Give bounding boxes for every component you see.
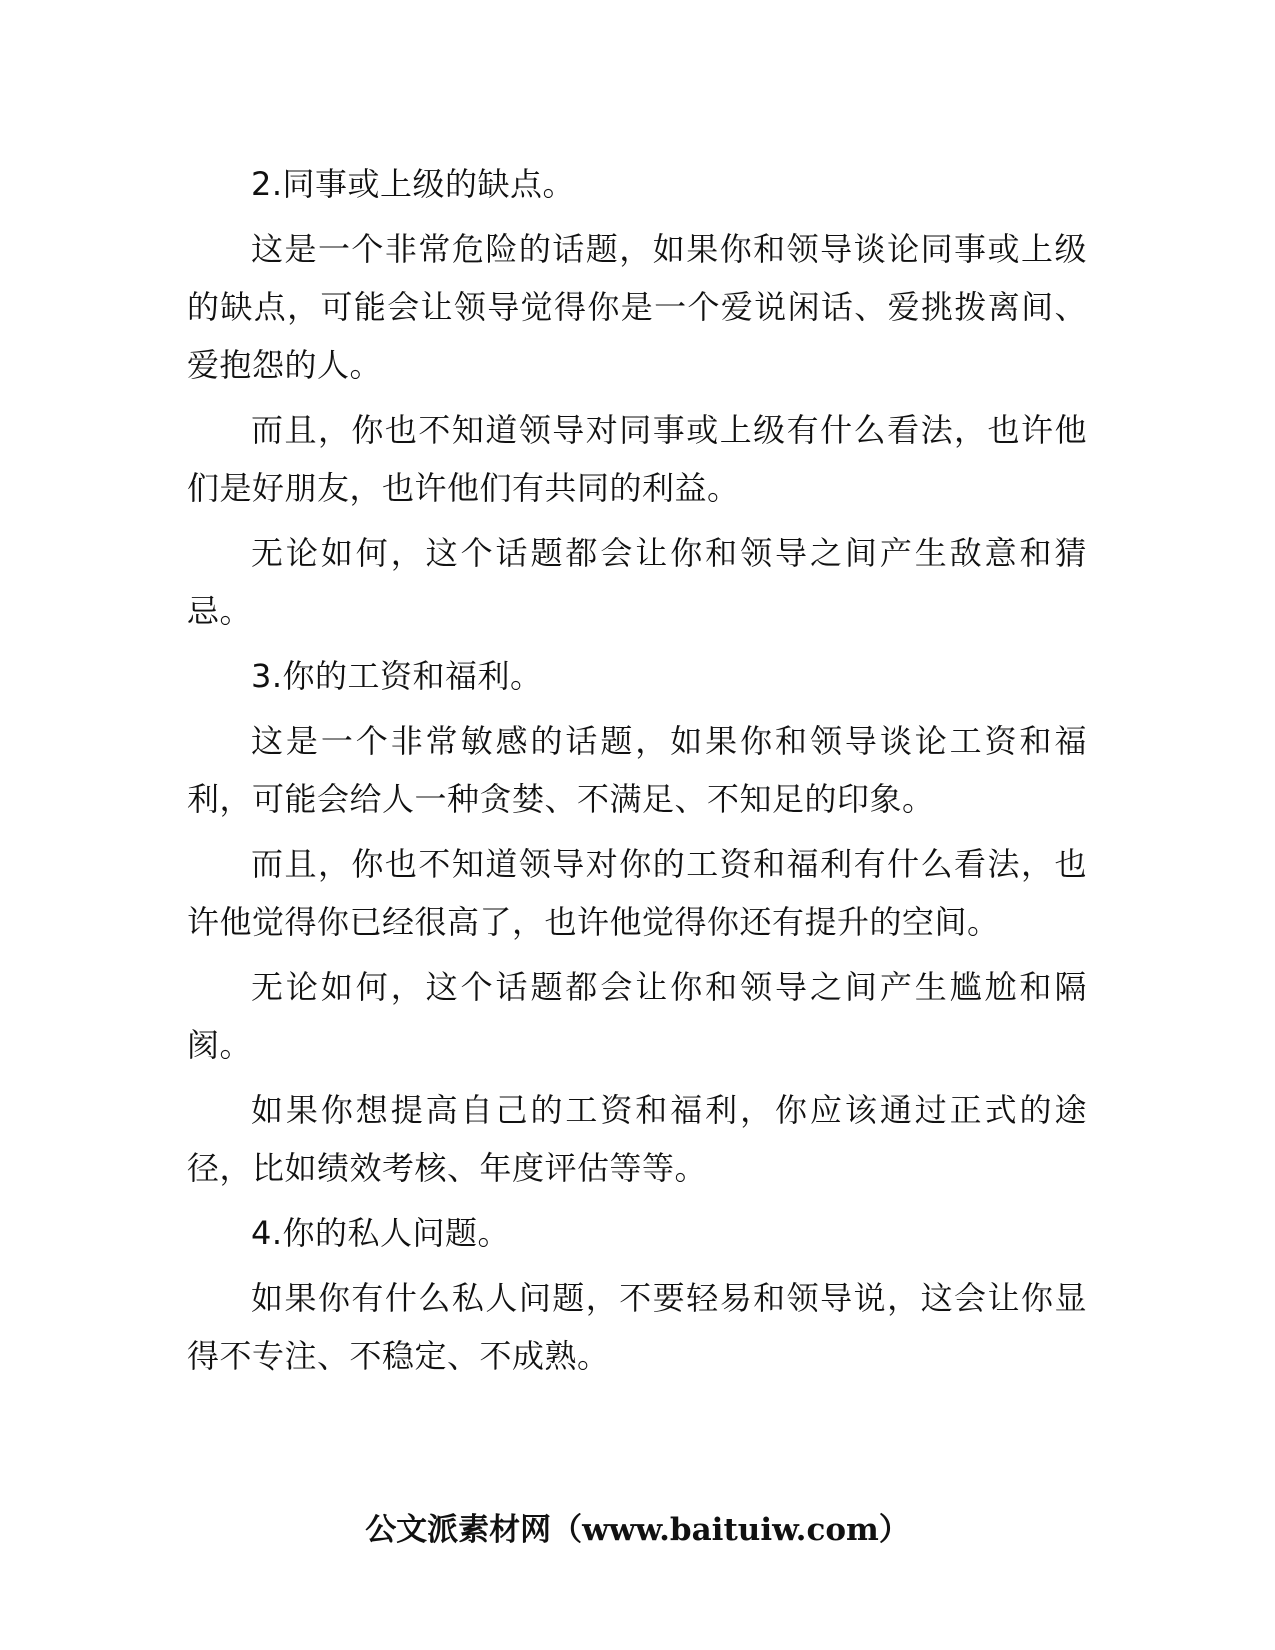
paragraph: 而且，你也不知道领导对你的工资和福利有什么看法，也许他觉得你已经很高了，也许他觉得你还有提升的空间。 bbox=[187, 845, 1087, 941]
paragraph: 如果你想提高自己的工资和福利，你应该通过正式的途径，比如绩效考核、年度评估等等。 bbox=[187, 1091, 1087, 1187]
paragraph: 无论如何，这个话题都会让你和领导之间产生敌意和猜忌。 bbox=[187, 534, 1087, 630]
paragraph-heading-3: 3.你的工资和福利。 bbox=[251, 657, 543, 695]
paragraph: 而且，你也不知道领导对同事或上级有什么看法，也许他们是好朋友，也许他们有共同的利益。 bbox=[187, 411, 1087, 507]
paragraph-heading-2: 2.同事或上级的缺点。 bbox=[251, 165, 576, 203]
paragraph: 这是一个非常敏感的话题，如果你和领导谈论工资和福利，可能会给人一种贪婪、不满足、不知足的印象。 bbox=[187, 722, 1087, 818]
paragraph: 无论如何，这个话题都会让你和领导之间产生尴尬和隔阂。 bbox=[187, 968, 1087, 1064]
paragraph-heading-4: 4.你的私人问题。 bbox=[251, 1214, 511, 1252]
footer-source-text: 公文派素材网（www.baituiw.com） bbox=[365, 1512, 910, 1548]
document-body bbox=[187, 155, 1087, 1392]
paragraph: 这是一个非常危险的话题，如果你和领导谈论同事或上级的缺点，可能会让领导觉得你是一个爱说闲话、爱挑拨离间、爱抱怨的人。 bbox=[187, 230, 1087, 384]
paragraph: 如果你有什么私人问题，不要轻易和领导说，这会让你显得不专注、不稳定、不成熟。 bbox=[187, 1279, 1087, 1375]
